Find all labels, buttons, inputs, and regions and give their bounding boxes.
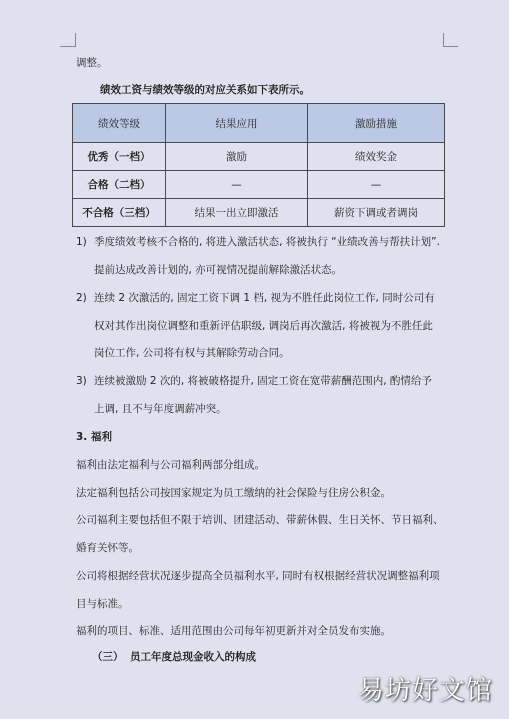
list-item-2-line-3: 岗位工作, 公司将有权与其解除劳动合同。	[94, 347, 290, 359]
table-header-row	[73, 104, 445, 143]
list-item-1-line-2: 提前达成改善计划的, 亦可视情况提前解除激活状态。	[94, 264, 343, 276]
subsection-number: （三）	[92, 651, 124, 663]
list-item-2-line-2: 权对其作出岗位调整和重新评估职级, 调岗后再次激活, 将被视为不胜任此	[94, 320, 433, 332]
watermark-logo: 易坊好文馆	[357, 676, 493, 706]
crop-mark-top-right-h	[443, 46, 458, 47]
header-grade: 绩效等级	[73, 104, 166, 143]
paragraph-4-line-2: 目与标准。	[76, 598, 129, 610]
cell-incentive: —	[308, 171, 445, 199]
table-row	[73, 171, 445, 199]
table-row	[73, 143, 445, 171]
crop-mark-top-left-h	[60, 46, 75, 47]
subsection-title: 员工年度总现金收入的构成	[130, 651, 256, 663]
list-item-1-line-1: 季度绩效考核不合格的, 将进入激活状态, 将被执行 “业绩改善与帮扶计划”.	[94, 236, 440, 248]
crop-mark-top-right-v	[443, 33, 444, 47]
list-item-2-line-1: 连续 2 次激活的, 固定工资下调 1 档, 视为不胜任此岗位工作, 同时公司有	[94, 292, 435, 304]
cell-grade: 优秀（一档）	[73, 143, 166, 171]
paragraph-3-line-1: 公司福利主要包括但不限于培训、团建活动、带薪休假、生日关怀、节日福利、	[76, 514, 444, 526]
paragraph-3-line-2: 婚育关怀等。	[76, 542, 139, 554]
cell-result: 激励	[166, 143, 308, 171]
intro-text: 调整。	[76, 57, 108, 69]
list-item-3-line-1: 连续被激励 2 次的, 将被破格提升, 固定工资在宽带薪酬范围内, 酌情给予	[94, 375, 432, 387]
header-incentive: 激励措施	[308, 104, 445, 143]
cell-incentive: 薪资下调或者调岗	[308, 199, 445, 227]
cell-incentive: 绩效奖金	[308, 143, 445, 171]
paragraph-2: 法定福利包括公司按国家规定为员工缴纳的社会保险与住房公积金。	[76, 487, 391, 499]
paragraph-4-line-1: 公司将根据经营状况逐步提高全员福利水平, 同时有权根据经营状况调整福利项	[76, 570, 440, 582]
cell-result: —	[166, 171, 308, 199]
cell-grade: 不合格（三档）	[73, 199, 166, 227]
performance-table	[72, 103, 445, 227]
paragraph-5: 福利的项目、标准、适用范围由公司每年初更新并对全员发布实施。	[76, 625, 391, 637]
header-result: 结果应用	[166, 104, 308, 143]
list-item-3-number: 3)	[76, 375, 87, 387]
section-heading: 3. 福利	[76, 431, 112, 443]
list-item-2-number: 2)	[76, 292, 87, 304]
list-item-3-line-2: 上调, 且不与年度调薪冲突。	[94, 403, 227, 415]
cell-grade: 合格（二档）	[73, 171, 166, 199]
crop-mark-top-left-v	[75, 33, 76, 47]
list-item-1-number: 1)	[76, 236, 87, 248]
cell-result: 结果一出立即激活	[166, 199, 308, 227]
paragraph-1: 福利由法定福利与公司福利两部分组成。	[76, 459, 265, 471]
table-row	[73, 199, 445, 227]
table-caption: 绩效工资与绩效等级的对应关系如下表所示。	[100, 84, 310, 96]
